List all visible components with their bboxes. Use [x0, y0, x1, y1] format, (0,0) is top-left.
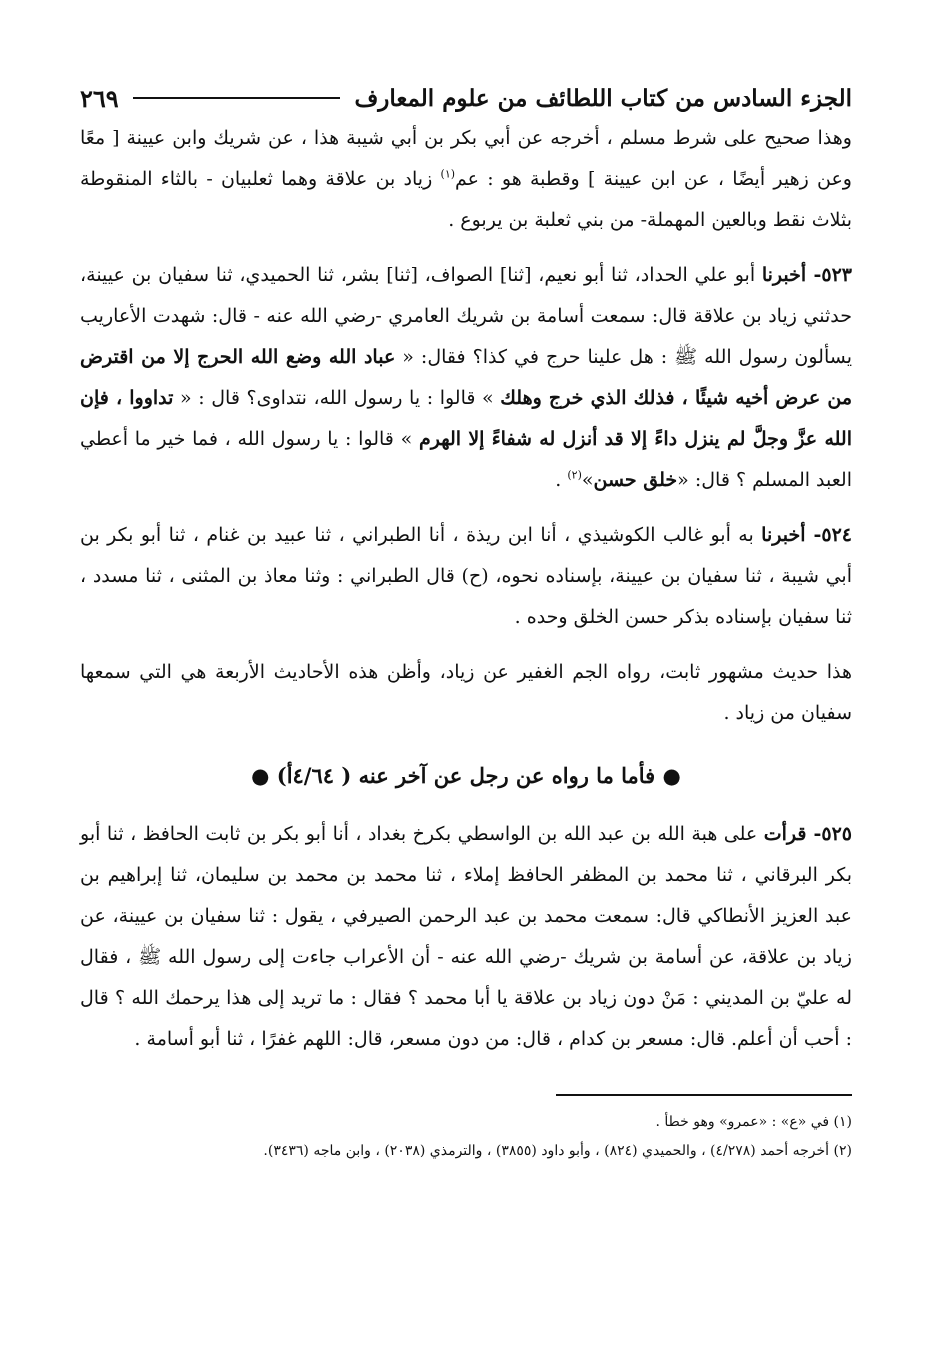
hadith-523-number: ٥٢٣- أخبرنا — [761, 264, 853, 286]
footnote-separator — [556, 1094, 852, 1096]
hadith-525 — [80, 814, 852, 1060]
hadith-525-number: ٥٢٥- قرأت — [763, 823, 852, 845]
hadith-523-text-e: . — [555, 469, 568, 491]
running-head-rule — [133, 97, 341, 99]
hadith-523-bold-c: خلق حسن — [593, 469, 678, 491]
commentary-paragraph: هذا حديث مشهور ثابت، رواه الجم الغفير عن زياد، وأظن هذه الأحاديث الأربعة هي التي سمعها سفيان من زياد . — [80, 661, 852, 724]
page-number: ٢٦٩ — [80, 83, 119, 113]
section-heading: ● فأما ما رواه عن رجل عن آخر عنه ( ٤/٦٤أ) ● — [251, 763, 681, 788]
intro-paragraph — [80, 118, 852, 241]
footnote-2: (٢) أخرجه أحمد (٤/٢٧٨) ، والحميدي (٨٢٤) ، وأبو داود (٣٨٥٥) ، والترمذي (٢٠٣٨) ، وابن ماجه (٣٤٣٦). — [263, 1143, 852, 1159]
hadith-525-text: على هبة الله بن عبد الله بن الواسطي بكرخ بغداد ، أنا أبو بكر بن ثابت الحافظ ، ثنا أبو بكر البرقاني ، ثنا محمد بن المظفر الحافظ إملاء ، ثنا محمد بن محمد بن سليمان، ثنا إبراهيم بن عبد العزيز الأنطاكي قال: سمعت محمد بن عبد الرحمن الصيرفي ، يقول : ثنا سفيان بن عيينة، عن زياد بن علاقة، عن أسامة بن شريك -رضي الله عنه - أن الأعراب جاءت إلى رسول الله ﷺ ، فقال له عليّ بن المديني : مَنْ دون زياد بن علاقة يا أبا محمد ؟ فقال : ما تريد إلى هذا يرحمك الله ؟ قال : أحب أن أعلم. قال: مسعر بن كدام ، قال: من دون مسعر، قال: اللهم غفرًا ، ثنا أبو أسامة . — [80, 823, 852, 1050]
book-page — [80, 78, 852, 1166]
hadith-523-text-c: » قالوا : يا رسول الله ، فما خير ما أعطي العبد المسلم ؟ قال: « — [80, 428, 852, 491]
hadith-523-text-b: » قالوا : يا رسول الله، نتداوى؟ قال : « — [173, 387, 501, 409]
footnote-1: (١) في «ع» : «عمرو» وهو خطأ . — [655, 1114, 852, 1130]
hadith-523-bold-a: عباد الله وضع الله الحرج إلا من اقترض من عرض أخيه شيئًا ، فذلك الذي خرج وهلك — [80, 346, 852, 409]
hadith-523-bold-b: تداووا ، فإن الله عزَّ وجلَّ لم ينزل داءً إلا قد أنزل له شفاءً إلا الهرم — [80, 387, 852, 450]
footnote-ref-1: (١) — [440, 167, 456, 181]
hadith-523-text-d: » — [581, 469, 594, 491]
hadith-523 — [80, 255, 852, 501]
hadith-523-text-a: أبو علي الحداد، ثنا أبو نعيم، [ثنا] الصواف، [ثنا] بشر، ثنا الحميدي، ثنا سفيان بن عيينة، حدثني زياد بن علاقة قال: سمعت أسامة بن شريك العامري -رضي الله عنه - قال: شهدت الأعاريب يسألون رسول الله ﷺ : هل علينا حرج في كذا؟ فقال: « — [80, 264, 852, 368]
intro-text-b: زياد بن علاقة وهما ثعلبيان - بالثاء المنقوطة بثلاث نقط وبالعين المهملة- من بني ثعلبة بن يربوع . — [80, 168, 852, 231]
running-head — [80, 78, 852, 118]
intro-text-a: وهذا صحيح على شرط مسلم ، أخرجه عن أبي بكر بن أبي شيبة هذا ، عن شريك وابن عيينة [ معًا وعن زهير أيضًا ، عن ابن عيينة ] وقطبة هو : عم — [80, 127, 852, 190]
hadith-524 — [80, 515, 852, 638]
footnote-ref-2: (٢) — [567, 468, 582, 482]
hadith-524-number: ٥٢٤- أخبرنا — [761, 524, 852, 546]
hadith-524-text: به أبو غالب الكوشيذي ، أنا ابن ريذة ، أنا الطبراني ، ثنا عبيد بن غنام ، ثنا أبو بكر بن أبي شيبة ، ثنا سفيان بن عيينة، بإسناده نحوه، (ح) قال الطبراني : وثنا معاذ بن المثنى ، ثنا مسدد ، ثنا سفيان بإسناده بذكر حسن الخلق وحده . — [80, 524, 852, 628]
running-head-title: الجزء السادس من كتاب اللطائف من علوم المعارف — [354, 84, 852, 112]
